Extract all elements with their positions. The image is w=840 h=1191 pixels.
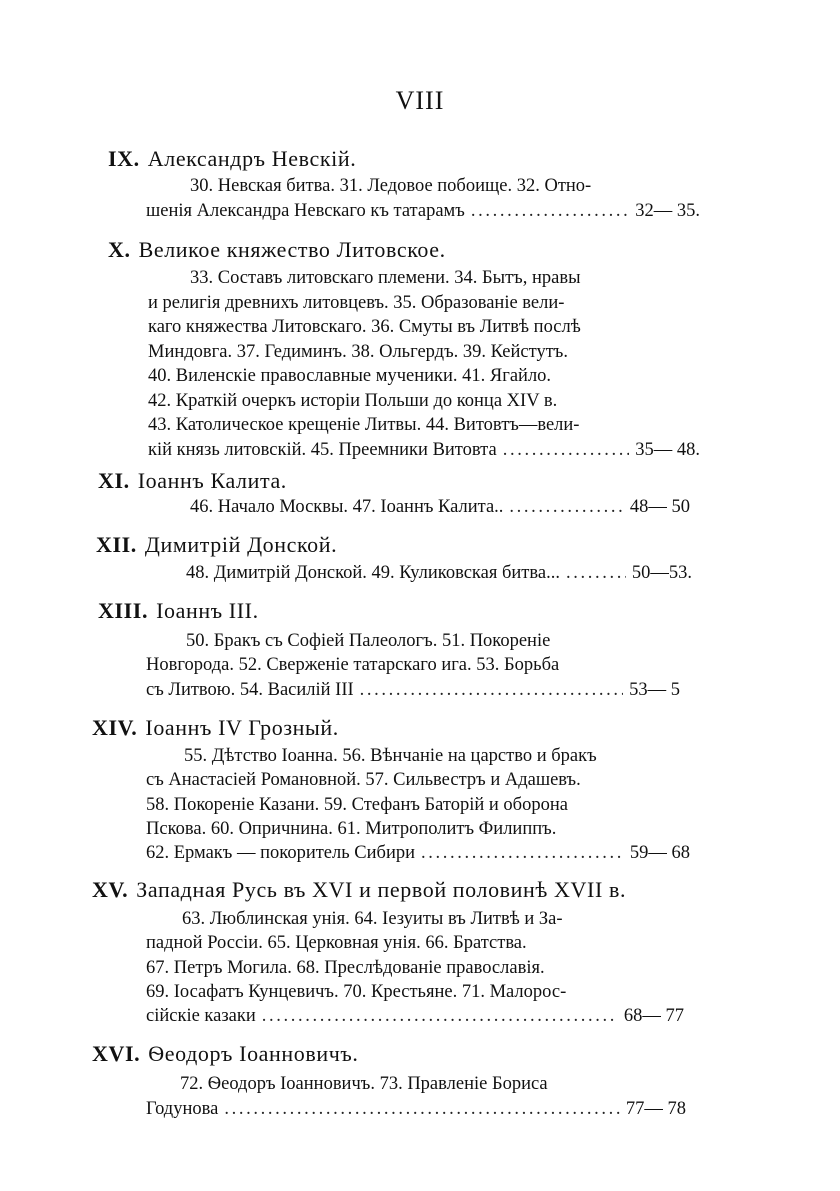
toc-line-last: [186, 563, 692, 589]
toc-line: [190, 268, 695, 294]
toc-entry-text: кій князь литовскій. 45. Преемники Витовта: [148, 440, 497, 460]
toc-line: [146, 933, 682, 959]
page-number: VIII: [395, 86, 445, 115]
toc-line: [146, 982, 682, 1008]
toc-line-last: [146, 1099, 686, 1125]
toc-entry-text: каго княжества Литовскаго. 36. Смуты въ Литвѣ послѣ: [148, 317, 581, 337]
chapter-name: Ѳеодоръ Іоанновичъ.: [148, 1041, 359, 1066]
page-range: 59— 68: [629, 843, 690, 863]
chapter-number: XVI.: [92, 1041, 141, 1066]
chapter-number: IX.: [108, 146, 140, 171]
dot-leader: [262, 1006, 618, 1027]
chapter-name: Александръ Невскій.: [147, 146, 357, 171]
page-range: 68— 77: [623, 1006, 684, 1026]
toc-entry-text: Пскова. 60. Опричнина. 61. Митрополитъ Филиппъ.: [146, 819, 557, 839]
chapter-name: Іоаннъ III.: [156, 598, 259, 623]
chapter-title: [98, 598, 259, 624]
toc-entry-text: 48. Димитрій Донской. 49. Куликовская битва...: [186, 563, 560, 583]
toc-line: [186, 631, 686, 657]
chapter-name: Великое княжество Литовское.: [138, 237, 446, 262]
toc-entry-text: 46. Начало Москвы. 47. Іоаннъ Калита..: [190, 497, 504, 517]
toc-entry-text: шенія Александра Невскаго къ татарамъ: [146, 201, 465, 221]
page-range: 32— 35.: [635, 201, 700, 221]
toc-line: [148, 391, 695, 417]
toc-entry-text: 33. Составъ литовскаго племени. 34. Бытъ, нравы: [190, 268, 581, 288]
dot-leader: [224, 1099, 620, 1120]
toc-line: [182, 909, 682, 935]
dot-leader: [471, 201, 629, 222]
toc-entry-text: 50. Бракъ съ Софіей Палеологъ. 51. Покореніе: [186, 631, 551, 651]
toc-line-last: [146, 201, 700, 227]
toc-entry-text: 42. Краткій очеркъ исторіи Польши до конца XIV в.: [148, 391, 558, 411]
page-range: 48— 50: [629, 497, 690, 517]
dot-leader: [509, 497, 623, 518]
chapter-number: X.: [108, 237, 131, 262]
toc-line: [190, 176, 700, 202]
toc-entry-text: Миндовга. 37. Гедиминъ. 38. Ольгердъ. 39. Кейстутъ.: [148, 342, 568, 362]
page-range: 53— 5: [629, 680, 680, 700]
toc-entry-text: 40. Виленскіе православные мученики. 41. Ягайло.: [148, 366, 552, 386]
dot-leader: [421, 843, 624, 864]
toc-entry-text: съ Литвою. 54. Василій III: [146, 680, 354, 700]
toc-entry-text: 30. Невская битва. 31. Ледовое побоище. 32. Отно-: [190, 176, 592, 196]
chapter-name: Іоаннъ Калита.: [137, 468, 287, 493]
chapter-title: [92, 715, 339, 741]
dot-leader: [360, 680, 623, 701]
dot-leader: [566, 563, 626, 584]
chapter-name: Димитрій Донской.: [144, 532, 338, 557]
chapter-number: XIV.: [92, 715, 138, 740]
toc-entry-text: 72. Ѳеодоръ Іоанновичъ. 73. Правленіе Бориса: [180, 1074, 548, 1094]
chapter-number: XII.: [96, 532, 137, 557]
toc-entry-text: 69. Іосафатъ Кунцевичъ. 70. Крестьяне. 71. Малорос-: [146, 982, 567, 1002]
toc-line-last: [146, 843, 690, 869]
chapter-title: [92, 877, 626, 903]
toc-entry-text: 55. Дѣтство Іоанна. 56. Вѣнчаніе на царство и бракъ: [184, 746, 597, 766]
chapter-title: [98, 468, 287, 494]
toc-entry-text: 62. Ермакъ — покоритель Сибири: [146, 843, 416, 863]
toc-line: [146, 770, 684, 796]
toc-line: [184, 746, 684, 772]
toc-line: [146, 958, 682, 984]
toc-entry-text: 63. Люблинская унія. 64. Іезуиты въ Литвѣ и За-: [182, 909, 563, 929]
toc-line: [146, 655, 686, 681]
chapter-title: [92, 1041, 358, 1067]
page-range: 35— 48.: [635, 440, 700, 460]
toc-entry-text: Новгорода. 52. Сверженіе татарскаго ига. 53. Борьба: [146, 655, 560, 675]
toc-line: [180, 1074, 680, 1100]
toc-entry-text: 67. Петръ Могила. 68. Преслѣдованіе православія.: [146, 958, 545, 978]
toc-entry-text: падной Россіи. 65. Церковная унія. 66. Братства.: [146, 933, 527, 953]
toc-line: [148, 366, 695, 392]
toc-line-last: [148, 440, 700, 466]
toc-line: [148, 317, 695, 343]
toc-entry-text: 58. Покореніе Казани. 59. Стефанъ Баторій и оборона: [146, 795, 568, 815]
toc-line-last: [190, 497, 690, 523]
page-range: 77— 78: [625, 1099, 686, 1119]
chapter-title: [108, 237, 446, 263]
toc-entry-text: 43. Католическое крещеніе Литвы. 44. Витовтъ—вели-: [148, 415, 580, 435]
toc-entry-text: сійскіе казаки: [146, 1006, 256, 1026]
chapter-name: Іоаннъ IV Грозный.: [145, 715, 339, 740]
toc-entry-text: и религія древнихъ литовцевъ. 35. Образованіе вели-: [148, 293, 565, 313]
chapter-number: XI.: [98, 468, 130, 493]
chapter-name: Западная Русь въ XVI и первой половинѣ XVII в.: [136, 877, 627, 902]
toc-line: [148, 342, 695, 368]
dot-leader: [503, 440, 630, 461]
toc-entry-text: Годунова: [146, 1099, 219, 1119]
toc-line: [148, 415, 695, 441]
chapter-number: XIII.: [98, 598, 149, 623]
toc-line-last: [146, 680, 680, 706]
toc-entry-text: съ Анастасіей Романовной. 57. Сильвестръ и Адашевъ.: [146, 770, 581, 790]
toc-line: [148, 293, 695, 319]
page-range: 50—53.: [631, 563, 692, 583]
chapter-title: [108, 146, 356, 172]
toc-line-last: [146, 1006, 684, 1032]
toc-line: [146, 795, 684, 821]
chapter-number: XV.: [92, 877, 129, 902]
chapter-title: [96, 532, 337, 558]
toc-line: [146, 819, 684, 845]
